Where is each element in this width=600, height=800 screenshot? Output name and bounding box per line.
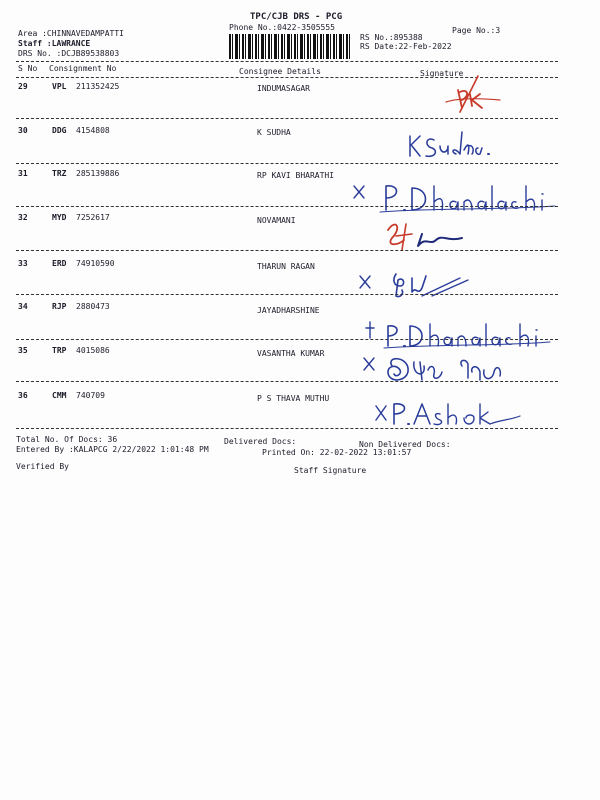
- row-consignment-prefix: TRZ: [52, 169, 67, 178]
- row-consignment-prefix: DDG: [52, 126, 67, 135]
- header-divider: [16, 61, 558, 62]
- column-consignee: Consignee Details: [239, 67, 321, 76]
- area-label: Area :CHINNAVEDAMPATTI: [18, 29, 124, 38]
- row-consignment-number: 7252617: [76, 213, 110, 222]
- row-divider: [16, 381, 558, 382]
- staff-signature-label: Staff Signature: [294, 466, 367, 475]
- row-divider: [16, 250, 558, 251]
- row-consignment-number: 211352425: [76, 82, 120, 91]
- row-consignment-number: 4154808: [76, 126, 110, 135]
- row-sno: 36: [18, 391, 28, 400]
- row-divider: [16, 294, 558, 295]
- row-consignee: INDUMASAGAR: [257, 84, 310, 93]
- row-consignee: K SUDHA: [257, 128, 291, 137]
- row-sno: 29: [18, 82, 28, 91]
- row-consignment-prefix: CMM: [52, 391, 67, 400]
- row-consignment-number: 74910590: [76, 259, 115, 268]
- row-consignee: THARUN RAGAN: [257, 262, 315, 271]
- signature-row-30: [404, 128, 504, 162]
- row-sno: 31: [18, 169, 28, 178]
- signature-row-35: [362, 352, 522, 388]
- report-title: TPC/CJB DRS - PCG: [250, 12, 343, 22]
- row-divider: [16, 163, 558, 164]
- row-consignee: JAYADHARSHINE: [257, 306, 320, 315]
- row-divider: [16, 206, 558, 207]
- rs-date: RS Date:22-Feb-2022: [360, 42, 452, 51]
- row-sno: 34: [18, 302, 28, 311]
- row-divider: [16, 339, 558, 340]
- phone-number: Phone No.:0422-3505555: [229, 23, 335, 32]
- non-delivered-docs: Non Delivered Docs:: [359, 440, 451, 449]
- signature-row-33: [356, 268, 476, 302]
- page-number: Page No.:3: [452, 26, 501, 35]
- printed-on: Printed On: 22-02-2022 13:01:57: [262, 448, 412, 457]
- entered-by: Entered By :KALAPCG 2/22/2022 1:01:48 PM: [16, 445, 209, 454]
- row-consignment-number: 740709: [76, 391, 105, 400]
- row-consignment-prefix: TRP: [52, 346, 67, 355]
- row-sno: 30: [18, 126, 28, 135]
- signature-row-36: [374, 400, 524, 430]
- staff-label: Staff :LAWRANCE: [18, 39, 91, 48]
- row-divider: [16, 118, 558, 119]
- row-consignment-prefix: ERD: [52, 259, 67, 268]
- total-docs: Total No. Of Docs: 36: [16, 435, 118, 444]
- row-consignee: RP KAVI BHARATHI: [257, 171, 335, 180]
- row-sno: 32: [18, 213, 28, 222]
- row-sno: 35: [18, 346, 28, 355]
- row-consignment-prefix: VPL: [52, 82, 67, 91]
- signature-row-34: [364, 318, 554, 352]
- row-consignee: VASANTHA KUMAR: [257, 349, 325, 358]
- signature-row-29: [438, 72, 508, 116]
- signature-row-31: [350, 180, 560, 216]
- row-consignment-prefix: RJP: [52, 302, 67, 311]
- row-consignment-number: 2880473: [76, 302, 110, 311]
- verified-by: Verified By: [16, 462, 69, 471]
- row-divider: [16, 428, 558, 429]
- row-consignment-prefix: MYD: [52, 213, 67, 222]
- barcode: [229, 34, 351, 59]
- column-sno: S No: [18, 64, 38, 73]
- column-signature: Signature: [420, 69, 464, 78]
- drs-number: DRS No. :DCJB89538803: [18, 49, 120, 58]
- row-sno: 33: [18, 259, 28, 268]
- row-consignment-number: 285139886: [76, 169, 120, 178]
- row-consignee: NOVAMANI: [257, 216, 296, 225]
- rs-number: RS No.:895388: [360, 33, 423, 42]
- column-consignment: Consignment No: [49, 64, 117, 73]
- row-consignee: P S THAVA MUTHU: [257, 394, 330, 403]
- delivered-docs: Delivered Docs:: [224, 437, 297, 446]
- row-consignment-number: 4015086: [76, 346, 110, 355]
